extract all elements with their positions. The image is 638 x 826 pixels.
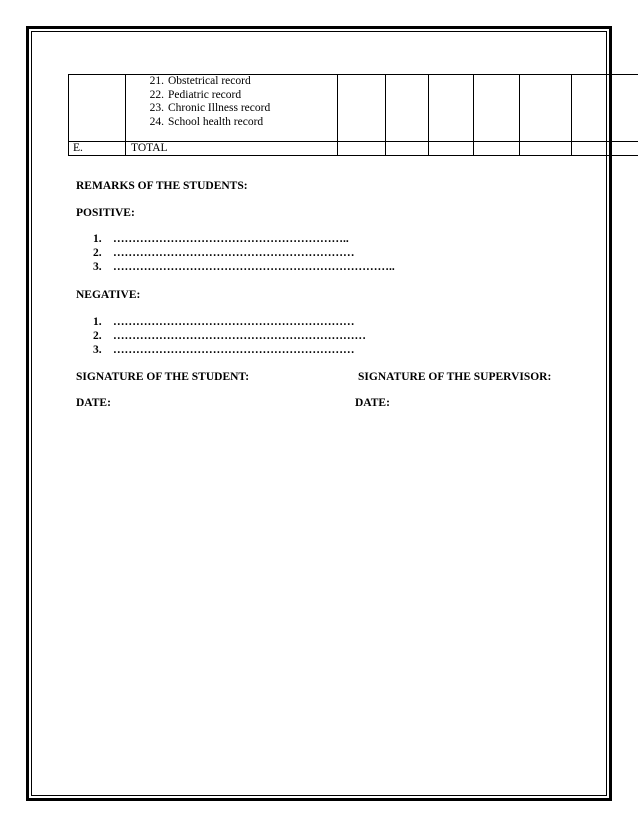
remarks-heading: REMARKS OF THE STUDENTS:: [76, 180, 248, 192]
list-item: [93, 343, 366, 357]
record-list: [126, 75, 337, 129]
list-item: [93, 232, 395, 246]
record-label: Chronic Illness record: [168, 102, 271, 114]
student-date-label: DATE:: [76, 397, 111, 409]
record-list-cell: [126, 75, 338, 142]
list-item: [143, 102, 337, 116]
total-cell: [429, 142, 474, 156]
list-item: [93, 315, 366, 329]
positive-label: POSITIVE:: [76, 207, 135, 219]
list-item: [143, 116, 337, 130]
list-item: [93, 246, 395, 260]
total-cell: [386, 142, 429, 156]
record-number: 22.: [149, 88, 164, 101]
record-number: 21.: [149, 75, 164, 87]
score-cell: [474, 75, 520, 142]
student-signature-label: SIGNATURE OF THE STUDENT:: [76, 371, 250, 383]
dotted-line: ………………………………………………………………..: [113, 261, 395, 273]
negative-label: NEGATIVE:: [76, 289, 141, 301]
item-number: 3.: [93, 261, 102, 273]
score-cell: [520, 75, 572, 142]
item-number: 3.: [93, 344, 102, 356]
negative-list: [93, 315, 366, 357]
dotted-line: ……………………………………………………..: [113, 233, 349, 245]
dotted-line: ………………………………………………………: [113, 316, 355, 328]
total-label: TOTAL: [126, 142, 338, 156]
score-cell: [429, 75, 474, 142]
item-number: 2.: [93, 247, 102, 259]
positive-list: [93, 232, 395, 274]
item-number: 2.: [93, 330, 102, 342]
records-table: [68, 74, 638, 156]
total-cell: [572, 142, 638, 156]
dotted-line: ………………………………………………………: [113, 344, 355, 356]
record-label: Pediatric record: [168, 88, 242, 101]
table-row: [69, 75, 638, 142]
record-label: School health record: [168, 115, 264, 128]
record-number: 23.: [149, 102, 164, 114]
score-cell: [572, 75, 638, 142]
list-item: [93, 329, 366, 343]
list-item: [143, 75, 337, 89]
supervisor-signature-label: SIGNATURE OF THE SUPERVISOR:: [358, 371, 552, 383]
record-number: 24.: [149, 115, 164, 128]
dotted-line: ………………………………………………………: [113, 247, 355, 259]
item-number: 1.: [93, 233, 102, 245]
section-label: E.: [69, 142, 126, 156]
list-item: [93, 260, 395, 274]
total-cell: [520, 142, 572, 156]
record-label: Obstetrical record: [168, 75, 251, 87]
list-item: [143, 89, 337, 103]
total-cell: [474, 142, 520, 156]
score-cell: [386, 75, 429, 142]
total-cell: [338, 142, 386, 156]
supervisor-date-label: DATE:: [355, 397, 390, 409]
dotted-line: …………………………………………………………: [113, 330, 366, 342]
total-row: [69, 142, 638, 156]
score-cell: [338, 75, 386, 142]
section-cell: [69, 75, 126, 142]
item-number: 1.: [93, 316, 102, 328]
